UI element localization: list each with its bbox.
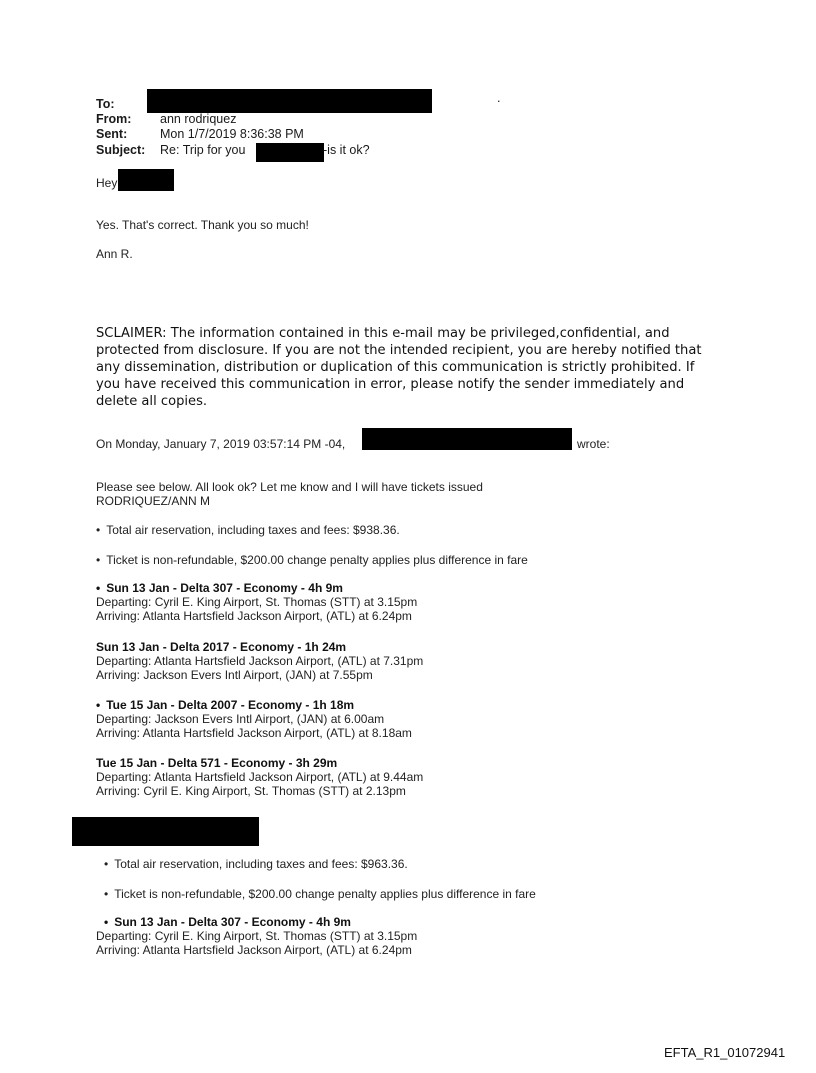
flight-block xyxy=(96,640,423,682)
flight-title xyxy=(96,581,417,595)
bullet-glyph: • xyxy=(104,887,109,901)
flight-departing: Departing: Jackson Evers Intl Airport, (JAN) at 6.00am xyxy=(96,712,385,726)
reply-line: Yes. That's correct. Thank you so much! xyxy=(96,218,309,232)
flight-arriving: Arriving: Cyril E. King Airport, St. Thomas (STT) at 2.13pm xyxy=(96,784,406,798)
option2-ticket-text: Ticket is non-refundable, $200.00 change penalty applies plus difference in fare xyxy=(114,887,536,901)
bullet-glyph: • xyxy=(104,857,109,871)
flight-departing: Departing: Atlanta Hartsfield Jackson Airport, (ATL) at 9.44am xyxy=(96,770,424,784)
redaction-option-heading xyxy=(72,817,259,846)
option2-total-text: Total air reservation, including taxes and fees: $963.36. xyxy=(114,857,408,871)
flight-title xyxy=(104,915,351,929)
redaction-sender xyxy=(362,428,572,450)
flight-block xyxy=(104,915,351,929)
flight-arriving: Arriving: Atlanta Hartsfield Jackson Airport, (ATL) at 6.24pm xyxy=(96,609,412,623)
from-label: From: xyxy=(96,112,132,126)
bullet-glyph: • xyxy=(104,915,109,929)
option1-total xyxy=(96,523,400,537)
from-value: ann rodriquez xyxy=(160,112,237,126)
flight-title xyxy=(96,698,412,712)
bullet-glyph: • xyxy=(96,581,101,595)
to-label: To: xyxy=(96,97,115,111)
flight-arriving: Arriving: Jackson Evers Intl Airport, (JAN) at 7.55pm xyxy=(96,668,373,682)
bullet-glyph: • xyxy=(96,698,101,712)
redaction-greeting xyxy=(118,169,174,191)
flight-departing: Departing: Cyril E. King Airport, St. Thomas (STT) at 3.15pm xyxy=(96,929,418,943)
subject-label: Subject: xyxy=(96,143,146,157)
flight-arriving: Arriving: Atlanta Hartsfield Jackson Airport, (ATL) at 6.24pm xyxy=(96,943,412,957)
quoted-wrote: wrote: xyxy=(577,437,610,451)
redaction-subject xyxy=(256,143,324,162)
flight-departing: Departing: Atlanta Hartsfield Jackson Airport, (ATL) at 7.31pm xyxy=(96,654,424,668)
bullet-glyph: • xyxy=(96,553,101,567)
bullet-glyph: • xyxy=(96,523,101,537)
passenger-name: RODRIQUEZ/ANN M xyxy=(96,494,210,508)
option1-ticket xyxy=(96,553,528,567)
disclaimer: SCLAIMER: The information contained in this e-mail may be privileged,confidential, and protected from disclosure. If you are not the intended recipient, you are hereby notified that any dissemination, distribution or duplication of this communication is strictly prohibited. If you have received this communication in error, please notify the sender immediately and delete all copies. xyxy=(96,326,702,409)
option1-total-text: Total air reservation, including taxes and fees: $938.36. xyxy=(106,523,400,537)
flight-arriving: Arriving: Atlanta Hartsfield Jackson Airport, (ATL) at 8.18am xyxy=(96,726,412,740)
flight-block xyxy=(96,756,423,798)
sent-label: Sent: xyxy=(96,127,128,141)
subject-suffix: -is it ok? xyxy=(323,143,370,157)
subject-prefix: Re: Trip for you xyxy=(160,143,246,157)
document-id: EFTA_R1_01072941 xyxy=(664,1045,786,1060)
flight-title: Sun 13 Jan - Delta 2017 - Economy - 1h 24m xyxy=(96,640,347,654)
option2-total xyxy=(104,857,408,871)
flight-departing: Departing: Cyril E. King Airport, St. Thomas (STT) at 3.15pm xyxy=(96,595,418,609)
quoted-intro: Please see below. All look ok? Let me know and I will have tickets issued xyxy=(96,480,483,494)
flight-title-text: Sun 13 Jan - Delta 307 - Economy - 4h 9m xyxy=(114,915,351,929)
redaction-to xyxy=(147,89,432,113)
flight-title-text: Tue 15 Jan - Delta 2007 - Economy - 1h 18m xyxy=(106,698,355,712)
sent-value: Mon 1/7/2019 8:36:38 PM xyxy=(160,127,304,141)
option1-ticket-text: Ticket is non-refundable, $200.00 change penalty applies plus difference in fare xyxy=(106,553,528,567)
flight-details xyxy=(96,929,417,957)
flight-title: Tue 15 Jan - Delta 571 - Economy - 3h 29m xyxy=(96,756,338,770)
option2-ticket xyxy=(104,887,536,901)
flight-title-text: Sun 13 Jan - Delta 307 - Economy - 4h 9m xyxy=(106,581,343,595)
signature: Ann R. xyxy=(96,247,133,261)
flight-block xyxy=(96,698,412,740)
quoted-on-line: On Monday, January 7, 2019 03:57:14 PM -04, xyxy=(96,437,346,451)
greeting: Hey xyxy=(96,176,118,190)
flight-block xyxy=(96,581,417,623)
stray-dot: . xyxy=(497,91,501,105)
